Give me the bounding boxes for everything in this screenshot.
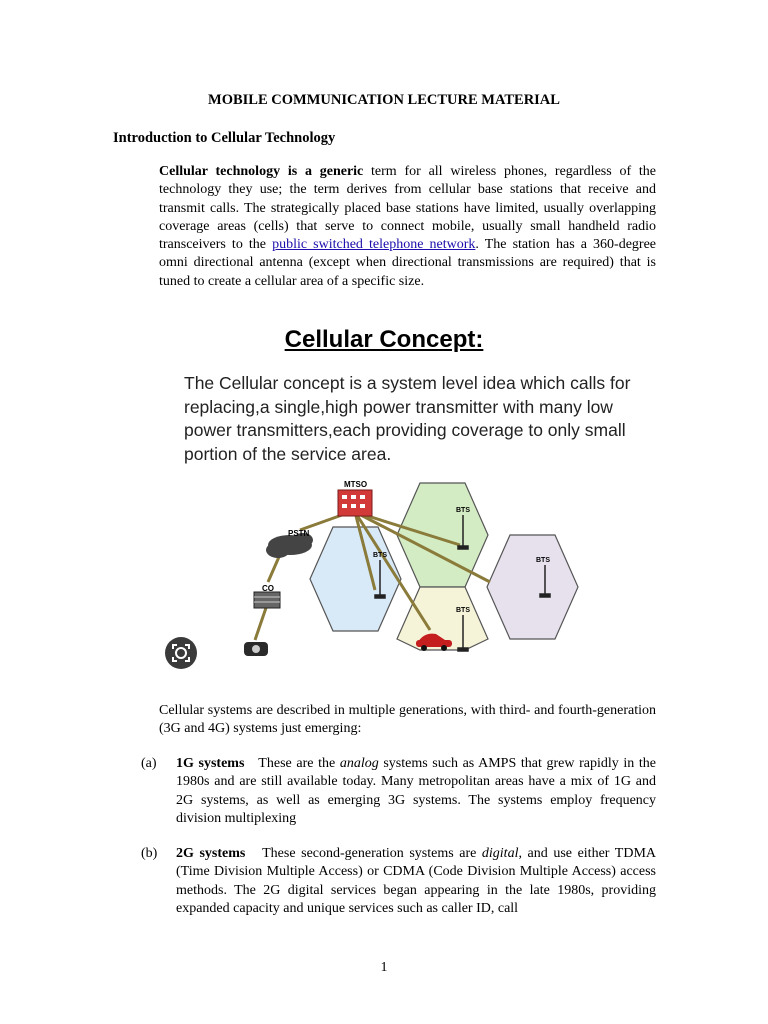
lens-icon[interactable]: [165, 637, 197, 669]
item-a-part2: systems such as AMPS that grew rapidly in the 1980s and are still available today. Many metropolitan areas have a mix of 1G and 2G systems, as well as emerging 3G systems. The systems employ frequency division multiplexing: [176, 756, 657, 826]
bts-label-3: BTS: [536, 557, 550, 564]
item-a-text: [176, 755, 656, 828]
document-title: MOBILE COMMUNICATION LECTURE MATERIAL: [208, 92, 560, 108]
item-b-heading: 2G systems: [176, 846, 246, 861]
pstn-link[interactable]: public switched telephone network: [272, 237, 476, 253]
item-a-label: (a): [141, 756, 157, 771]
item-b-text: [176, 845, 656, 918]
mtso-icon: [338, 490, 372, 516]
scan-icon: [165, 637, 197, 669]
item-a-emphasis: analog: [339, 756, 379, 771]
cell-purple: [487, 535, 578, 639]
item-b-emphasis: digital: [481, 846, 519, 861]
cellular-network-diagram: [170, 470, 610, 675]
page-number: 1: [380, 960, 388, 975]
item-b-part2: , and use either TDMA (Time Division Multiple Access) or CDMA (Code Division Multiple Access) access methods. The 2G digital services began appearing in the late 1980s, providing expanded capacity and unique services such as caller ID, call: [176, 846, 656, 916]
item-a-heading: 1G systems: [176, 756, 245, 771]
bts-label-2: BTS: [456, 507, 470, 514]
item-b-part1: These second-generation systems are: [262, 846, 482, 861]
concept-text: The Cellular concept is a system level idea which calls for replacing,a single,high power transmitter with many low power transmitters,each providing coverage to only small portion of the service area.: [184, 373, 631, 464]
pstn-label: PSTN: [288, 529, 310, 538]
generations-intro: Cellular systems are described in multiple generations, with third- and fourth-generation (3G and 4G) systems just emerging:: [159, 703, 656, 737]
bts-label-1: BTS: [373, 552, 387, 559]
mtso-label: MTSO: [344, 480, 368, 489]
item-b-label: (b): [141, 846, 158, 861]
intro-text-a: term for all wireless phones, regardless of the technology they use; the term derives from cellular base stations that receive and transmit calls. The strategically placed base stations have limited, usually overlapping coverage areas (cells) that serve to connect mobile, usually small handheld radio transceivers to the: [159, 164, 656, 253]
co-label: CO: [262, 584, 274, 593]
cell-green: [397, 483, 488, 587]
bts-label-4: BTS: [456, 607, 470, 614]
intro-text-b: . The station has a 360-degree omni directional antenna (except when directional transmissions are required) that is tuned to create a cellular area of a specific size.: [159, 237, 656, 289]
intro-lead: Cellular technology is a generic: [159, 164, 364, 179]
item-a-part1: These are the: [258, 756, 340, 771]
cell-blue: [310, 527, 401, 631]
concept-heading: Cellular Concept:: [284, 326, 484, 353]
co-building-icon: [254, 592, 280, 608]
section-heading: Introduction to Cellular Technology: [113, 130, 336, 146]
intro-paragraph: [159, 163, 656, 291]
telephone-icon: [244, 642, 268, 656]
